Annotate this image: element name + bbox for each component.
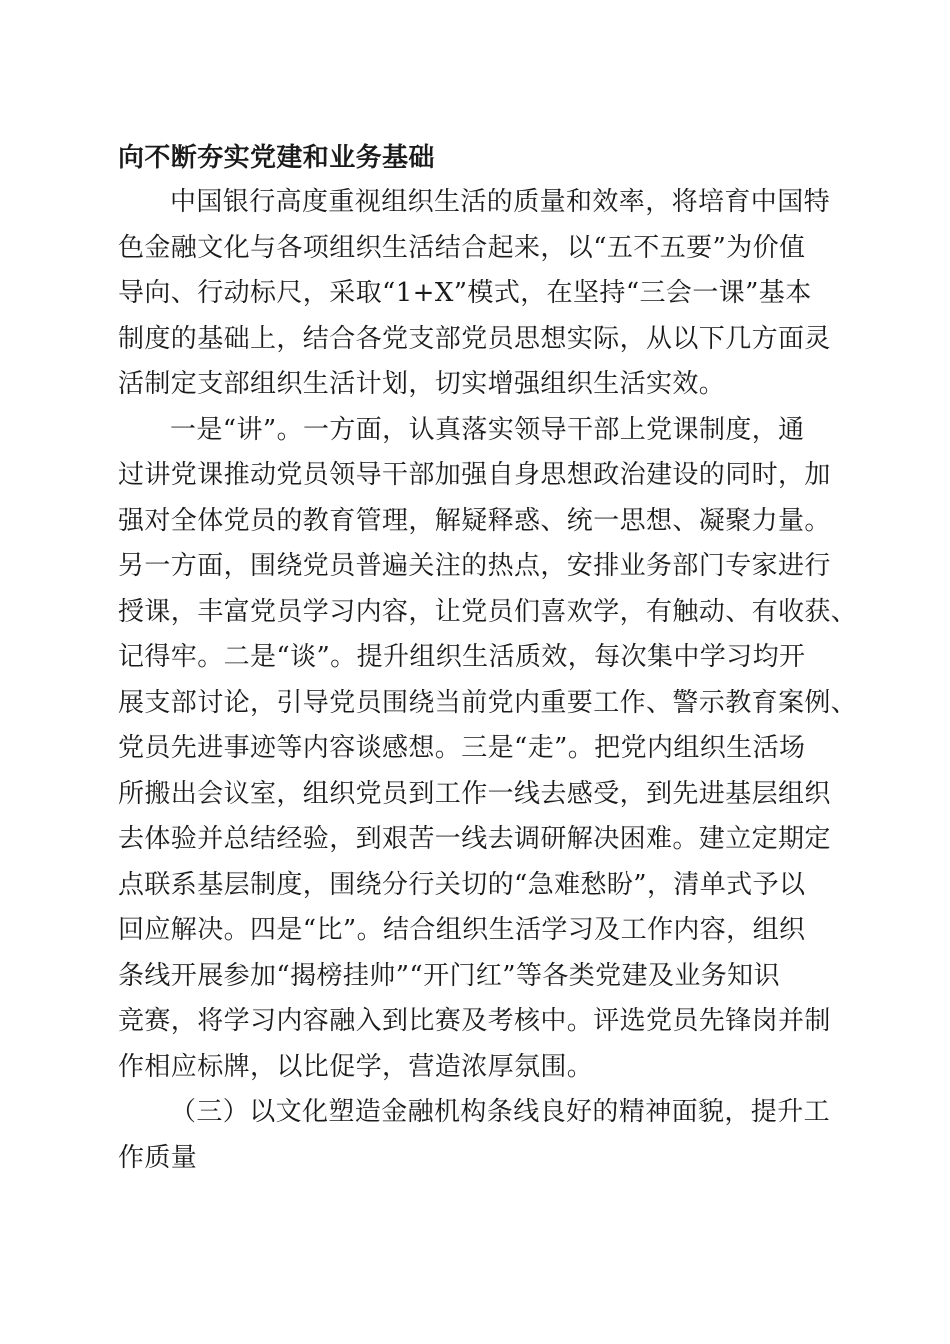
paragraph-line: 条线开展参加“揭榜挂帅”“开门红”等各类党建及业务知识 — [118, 961, 780, 991]
paragraph-line: 点联系基层制度，围绕分行关切的“急难愁盼”，清单式予以 — [118, 870, 806, 900]
paragraph-line: 作相应标牌，以比促学，营造浓厚氛围。 — [118, 1052, 594, 1082]
paragraph-line: 展支部讨论，引导党员围绕当前党内重要工作、警示教育案例、 — [118, 688, 858, 718]
paragraph-line: 另一方面，围绕党员普遍关注的热点，安排业务部门专家进行 — [118, 551, 831, 581]
paragraph-line: 色金融文化与各项组织生活结合起来，以“五不五要”为价值 — [118, 233, 806, 263]
paragraph-line: 过讲党课推动党员领导干部加强自身思想政治建设的同时，加 — [118, 460, 831, 490]
paragraph-line: 授课，丰富党员学习内容，让党员们喜欢学，有触动、有收获、 — [118, 597, 858, 627]
paragraph-line: 导向、行动标尺，采取“1+X”模式，在坚持“三会一课”基本 — [118, 278, 812, 308]
paragraph-line: 记得牢。二是“谈”。提升组织生活质效，每次集中学习均开 — [118, 642, 806, 672]
heading-continuation: 向不断夯实党建和业务基础 — [118, 143, 435, 173]
paragraph-line: 强对全体党员的教育管理，解疑释惑、统一思想、凝聚力量。 — [118, 506, 831, 536]
paragraph-line: 活制定支部组织生活计划，切实增强组织生活实效。 — [118, 369, 726, 399]
paragraph-line: 所搬出会议室，组织党员到工作一线去感受，到先进基层组织 — [118, 779, 831, 809]
paragraph-line: 中国银行高度重视组织生活的质量和效率，将培育中国特 — [170, 187, 831, 217]
section-heading: 作质量 — [118, 1143, 198, 1173]
paragraph-line: 制度的基础上，结合各党支部党员思想实际，从以下几方面灵 — [118, 324, 831, 354]
paragraph-line: 党员先进事迹等内容谈感想。三是“走”。把党内组织生活场 — [118, 733, 806, 763]
section-heading: （三）以文化塑造金融机构条线良好的精神面貌，提升工 — [170, 1097, 831, 1127]
paragraph-line: 回应解决。四是“比”。结合组织生活学习及工作内容，组织 — [118, 915, 806, 945]
paragraph-line: 竞赛，将学习内容融入到比赛及考核中。评选党员先锋岗并制 — [118, 1006, 831, 1036]
paragraph-line: 一是“讲”。一方面，认真落实领导干部上党课制度，通 — [170, 415, 805, 445]
paragraph-line: 去体验并总结经验，到艰苦一线去调研解决困难。建立定期定 — [118, 824, 831, 854]
